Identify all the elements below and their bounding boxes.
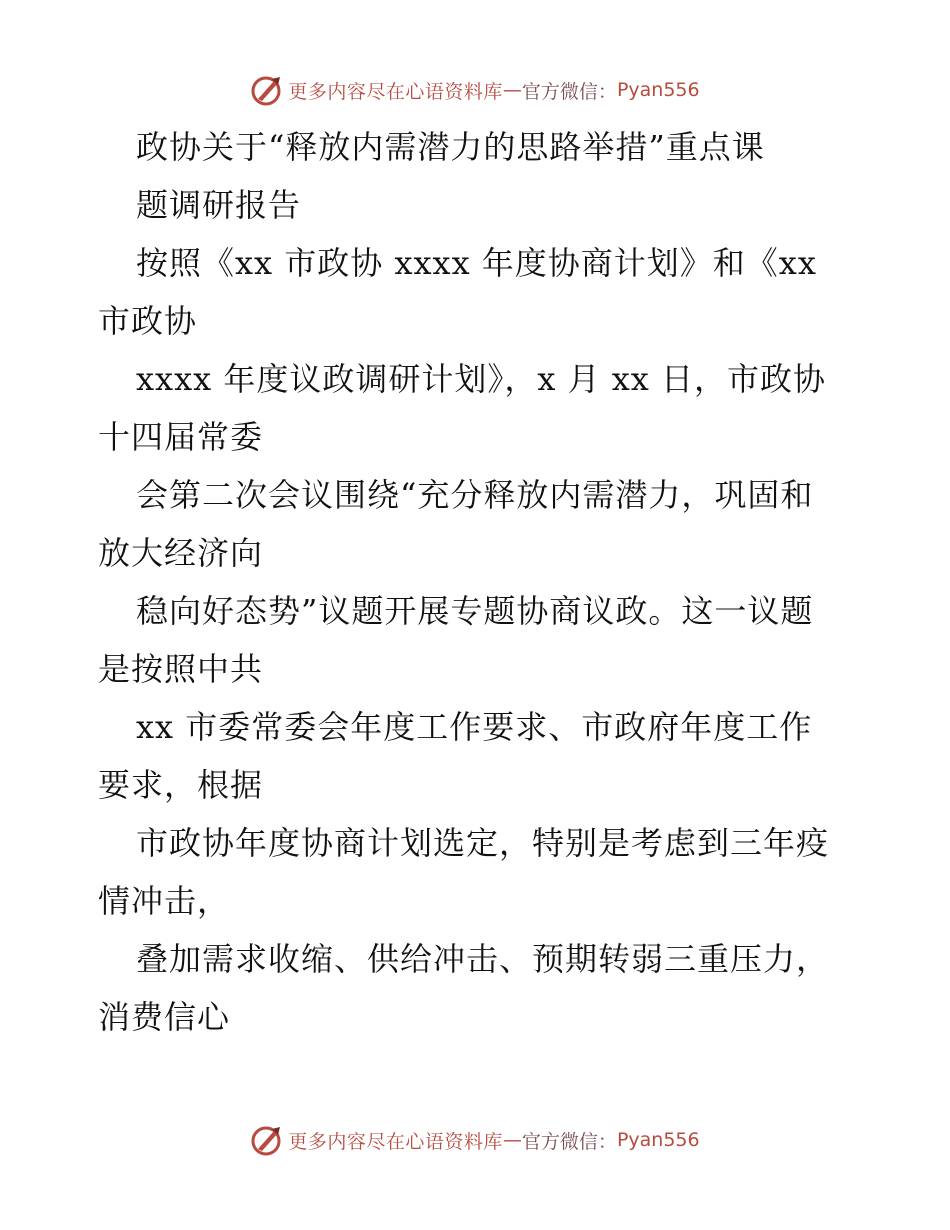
doc-title-line-1: 政协关于“释放内需潜力的思路举措”重点课 bbox=[136, 128, 765, 166]
watermark-brand-text: 更多内容尽在心语资料库 bbox=[288, 1130, 503, 1153]
watermark-brand-text: 更多内容尽在心语资料库 bbox=[288, 80, 503, 103]
doc-paragraph-line: 按照《xx 市政协 xxxx 年度协商计划》和《xx bbox=[136, 244, 817, 282]
doc-paragraph-line: 消费信心 bbox=[98, 998, 231, 1036]
doc-paragraph-line: 十四届常委 bbox=[98, 418, 264, 456]
quill-logo-icon bbox=[250, 1123, 284, 1157]
header-watermark bbox=[0, 70, 950, 110]
doc-paragraph-line: 会第二次会议围绕“充分释放内需潜力，巩固和 bbox=[136, 476, 814, 514]
watermark-dash: — bbox=[502, 1129, 522, 1151]
doc-paragraph-line: 情冲击， bbox=[98, 882, 231, 920]
doc-paragraph-line: xxxx 年度议政调研计划》，x 月 xx 日，市政协 bbox=[136, 360, 827, 398]
doc-paragraph-line: 稳向好态势”议题开展专题协商议政。这一议题 bbox=[136, 592, 814, 630]
watermark-wechat-label: 官方微信： bbox=[521, 80, 617, 103]
doc-paragraph-line: 市政协年度协商计划选定，特别是考虑到三年疫 bbox=[136, 824, 830, 862]
doc-paragraph-line: 放大经济向 bbox=[98, 534, 264, 572]
footer-watermark bbox=[0, 1120, 950, 1160]
doc-paragraph-line: 要求，根据 bbox=[98, 766, 264, 804]
watermark-dash: — bbox=[502, 79, 522, 101]
doc-paragraph-line: 市政协 bbox=[98, 302, 198, 340]
doc-paragraph-line: xx 市委常委会年度工作要求、市政府年度工作 bbox=[136, 708, 813, 746]
doc-paragraph-line: 是按照中共 bbox=[98, 650, 264, 688]
quill-logo-icon bbox=[250, 73, 284, 107]
watermark-wechat-id: Pyan556 bbox=[616, 79, 700, 101]
document-body bbox=[0, 118, 950, 1046]
doc-title-line-2: 题调研报告 bbox=[136, 186, 302, 224]
watermark-wechat-label: 官方微信： bbox=[521, 1130, 617, 1153]
watermark-wechat-id: Pyan556 bbox=[616, 1129, 700, 1151]
doc-paragraph-line: 叠加需求收缩、供给冲击、预期转弱三重压力， bbox=[136, 940, 830, 978]
